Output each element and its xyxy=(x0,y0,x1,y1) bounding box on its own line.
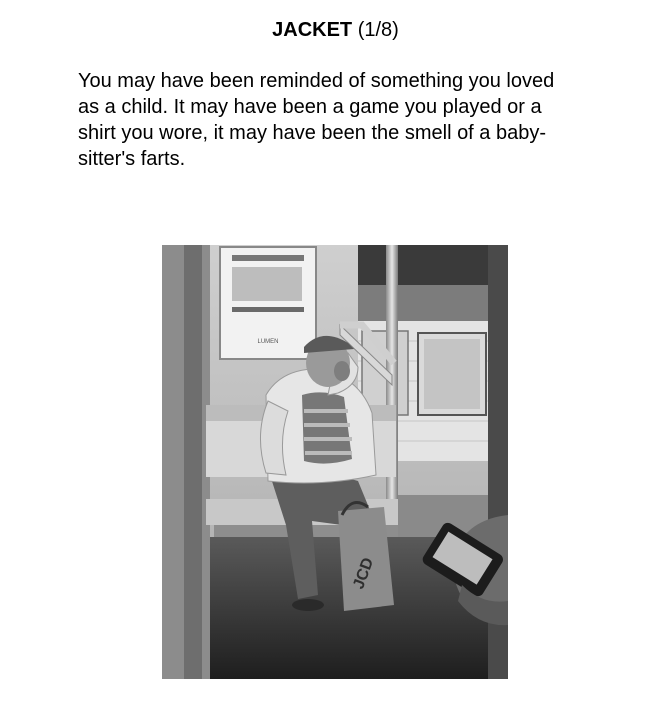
title-text: JACKET xyxy=(272,19,353,41)
page-title xyxy=(0,18,671,42)
subway-photo-illustration xyxy=(162,245,508,679)
subway-photo xyxy=(162,245,508,679)
page-counter: (1/8) xyxy=(357,19,399,41)
bag-print-text: JCD xyxy=(350,555,378,592)
poster-logo-text: LUMEN xyxy=(257,339,279,345)
story-paragraph: You may have been reminded of something you loved as a child. It may have been a game you played or a shirt you wore, it may have been the smell of a baby-sitter's farts. xyxy=(78,70,555,170)
